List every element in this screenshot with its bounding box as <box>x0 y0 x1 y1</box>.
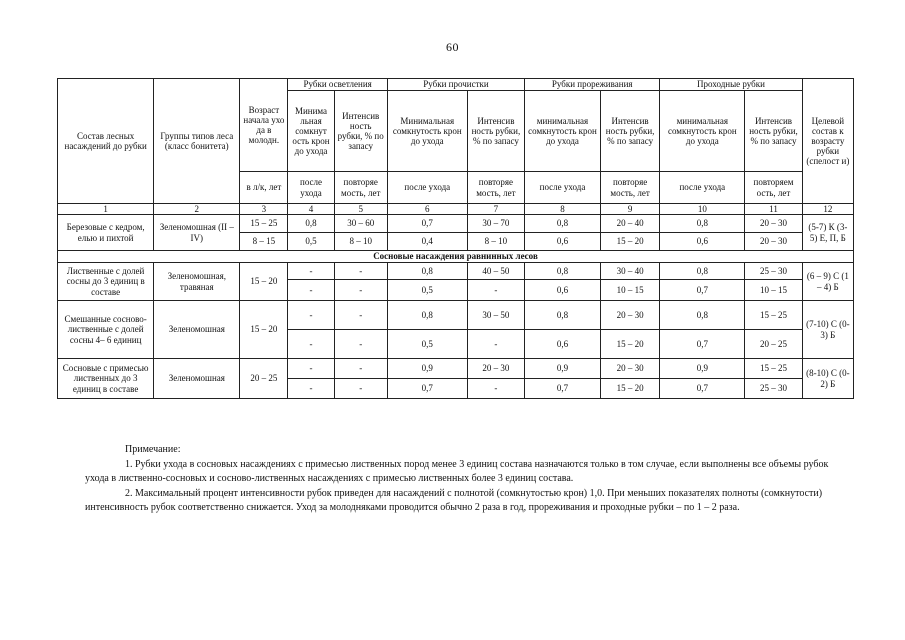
header-start-age: Возраст начала ухо да в молодн. <box>240 79 288 172</box>
table-cell: 0,8 <box>525 215 601 233</box>
header-min-density-8: минимальная сомкнутость крон до ухода <box>525 91 601 172</box>
table-cell: - <box>334 379 387 399</box>
table-cell: 0,8 <box>387 301 467 330</box>
column-number: 6 <box>387 204 467 215</box>
header-min-density-4: Минима льная сомкнут ость крон до ухода <box>288 91 334 172</box>
header-target-composition: Целевой состав к возрасту рубки (спелост и) <box>802 79 853 204</box>
header-intensity-5: Интенсив ность рубки, % по запасу <box>334 91 387 172</box>
table-cell: 15 – 25 <box>745 301 802 330</box>
table-cell: 30 – 70 <box>467 215 524 233</box>
table-cell: - <box>334 280 387 301</box>
column-number: 5 <box>334 204 387 215</box>
table-cell: - <box>467 280 524 301</box>
table-cell: 20 – 30 <box>745 215 802 233</box>
table-cell: - <box>334 263 387 280</box>
table-cell: - <box>334 359 387 379</box>
table-cell: - <box>288 359 334 379</box>
unit-10: после ухода <box>660 172 745 204</box>
target-composition-cell: (6 – 9) С (1 – 4) Б <box>802 263 853 301</box>
note-1: 1. Рубки ухода в сосновых насаждениях с примесью лиственных пород менее 3 единиц состава назначаются только в том случае, если выполнены все объемы рубок ухода в лиственно-сосновых и сосново-лиственных насаждениях с примесью лиственных более 3 единиц состава. <box>85 458 829 484</box>
column-number: 9 <box>600 204 659 215</box>
target-composition-cell: (8-10) С (0-2) Б <box>802 359 853 399</box>
table-cell: 0,6 <box>525 330 601 359</box>
header-forest-type: Группы типов леса (класс бонитета) <box>154 79 240 204</box>
header-intensity-11: Интенсив ность рубки, % по запасу <box>745 91 802 172</box>
header-intensity-7: Интенсив ность рубки, % по запасу <box>467 91 524 172</box>
composition-cell: Сосновые с примесью лиственных до 3 единиц в составе <box>58 359 154 399</box>
table-cell: 20 – 25 <box>745 330 802 359</box>
table-cell: 0,7 <box>387 215 467 233</box>
table-cell: 15 – 25 <box>745 359 802 379</box>
start-age-cell: 20 – 25 <box>240 359 288 399</box>
forest-type-cell: Зеленомошная (II – IV) <box>154 215 240 251</box>
group-header-osvetlenie: Рубки осветления <box>288 79 387 91</box>
table-cell: - <box>288 280 334 301</box>
column-number: 1 <box>58 204 154 215</box>
composition-cell: Смешанные сосново-лиственные с долей сосны 4– 6 единиц <box>58 301 154 359</box>
table-cell: 0,8 <box>525 263 601 280</box>
column-number: 12 <box>802 204 853 215</box>
forest-type-cell: Зеленомошная <box>154 301 240 359</box>
unit-5: повторяе мость, лет <box>334 172 387 204</box>
table-cell: 20 – 30 <box>600 359 659 379</box>
table-cell: 10 – 15 <box>745 280 802 301</box>
table-cell: 0,8 <box>660 301 745 330</box>
column-number: 8 <box>525 204 601 215</box>
table-cell: 15 – 20 <box>600 379 659 399</box>
table-cell: - <box>334 301 387 330</box>
unit-9: повторяе мость, лет <box>600 172 659 204</box>
table-cell: 0,8 <box>660 263 745 280</box>
table-cell: 0,8 <box>387 263 467 280</box>
column-number: 2 <box>154 204 240 215</box>
table-cell: - <box>288 263 334 280</box>
notes-title: Примечание: <box>125 444 181 455</box>
table-cell: 0,7 <box>387 379 467 399</box>
table-cell: 0,6 <box>525 280 601 301</box>
table-cell: 0,7 <box>660 379 745 399</box>
header-min-density-6: Минимальная сомкнутость крон до ухода <box>387 91 467 172</box>
table-cell: 30 – 50 <box>467 301 524 330</box>
unit-7: повторяе мость, лет <box>467 172 524 204</box>
table-cell: 0,8 <box>288 215 334 233</box>
table-row <box>58 215 854 233</box>
table-cell: 15 – 25 <box>240 215 288 233</box>
table-cell: - <box>467 330 524 359</box>
target-composition-cell: (5-7) К (3-5) Е, П, Б <box>802 215 853 251</box>
table-cell: 0,4 <box>387 233 467 251</box>
table-cell: 30 – 40 <box>600 263 659 280</box>
unit-4: после ухода <box>288 172 334 204</box>
notes <box>85 443 845 516</box>
page-number: 60 <box>446 40 459 54</box>
group-header-prochistka: Рубки прочистки <box>387 79 524 91</box>
table-cell: 0,6 <box>525 233 601 251</box>
table-cell: 0,5 <box>387 330 467 359</box>
header-composition: Состав лесных насаждений до рубки <box>58 79 154 204</box>
table-cell: 40 – 50 <box>467 263 524 280</box>
note-2: 2. Максимальный процент интенсивности рубок приведен для насаждений с полнотой (сомкнутостью крон) 1,0. При меньших показателях полноты (сомкнутости) интенсивность рубок соответственно снижается. Уход за молодняками проводится обычно 2 раза в год, прореживания и проходные рубки – по 1 – 2 раза. <box>85 487 823 513</box>
table-cell: - <box>334 330 387 359</box>
composition-cell: Березовые с кедром, елью и пихтой <box>58 215 154 251</box>
header-min-density-10: минимальная сомкнутость крон до ухода <box>660 91 745 172</box>
table-row <box>58 301 854 330</box>
table-cell: 0,7 <box>660 280 745 301</box>
table-cell: 10 – 15 <box>600 280 659 301</box>
unit-3: в л/к, лет <box>240 172 288 204</box>
target-composition-cell: (7-10) С (0-3) Б <box>802 301 853 359</box>
table-cell: 8 – 15 <box>240 233 288 251</box>
forest-type-cell: Зеленомошная <box>154 359 240 399</box>
table-cell: 8 – 10 <box>467 233 524 251</box>
table-row <box>58 359 854 379</box>
column-number: 7 <box>467 204 524 215</box>
table-cell: 0,5 <box>387 280 467 301</box>
table-cell: 0,8 <box>660 215 745 233</box>
header-intensity-9: Интенсив ность рубки, % по запасу <box>600 91 659 172</box>
table-cell: - <box>288 379 334 399</box>
table-cell: 0,6 <box>660 233 745 251</box>
unit-8: после ухода <box>525 172 601 204</box>
table-cell: 0,5 <box>288 233 334 251</box>
table-cell: 0,7 <box>660 330 745 359</box>
unit-11: повторяем ость, лет <box>745 172 802 204</box>
column-number: 3 <box>240 204 288 215</box>
thinning-table <box>57 78 854 399</box>
table-cell: - <box>288 330 334 359</box>
column-number-row <box>58 204 854 215</box>
table-cell: 15 – 20 <box>600 233 659 251</box>
start-age-cell: 15 – 20 <box>240 301 288 359</box>
table-cell: 8 – 10 <box>334 233 387 251</box>
table-cell: 0,9 <box>387 359 467 379</box>
column-number: 4 <box>288 204 334 215</box>
table-cell: 0,7 <box>525 379 601 399</box>
table-cell: - <box>467 379 524 399</box>
group-header-prokhodnye: Проходные рубки <box>660 79 802 91</box>
table-cell: 25 – 30 <box>745 379 802 399</box>
table-cell: 20 – 30 <box>467 359 524 379</box>
table-row <box>58 263 854 280</box>
start-age-cell: 15 – 20 <box>240 263 288 301</box>
section-title: Сосновые насаждения равнинных лесов <box>58 251 854 263</box>
table-cell: 20 – 30 <box>600 301 659 330</box>
column-number: 10 <box>660 204 745 215</box>
composition-cell: Лиственные с долей сосны до 3 единиц в составе <box>58 263 154 301</box>
table-cell: 0,9 <box>525 359 601 379</box>
unit-6: после ухода <box>387 172 467 204</box>
table-cell: 20 – 30 <box>745 233 802 251</box>
table-cell: 0,9 <box>660 359 745 379</box>
table-cell: 0,8 <box>525 301 601 330</box>
column-number: 11 <box>745 204 802 215</box>
table-cell: 25 – 30 <box>745 263 802 280</box>
table-cell: - <box>288 301 334 330</box>
table-cell: 30 – 60 <box>334 215 387 233</box>
group-header-prorezhivanie: Рубки прореживания <box>525 79 660 91</box>
table-cell: 20 – 40 <box>600 215 659 233</box>
forest-type-cell: Зеленомошная, травяная <box>154 263 240 301</box>
table-cell: 15 – 20 <box>600 330 659 359</box>
